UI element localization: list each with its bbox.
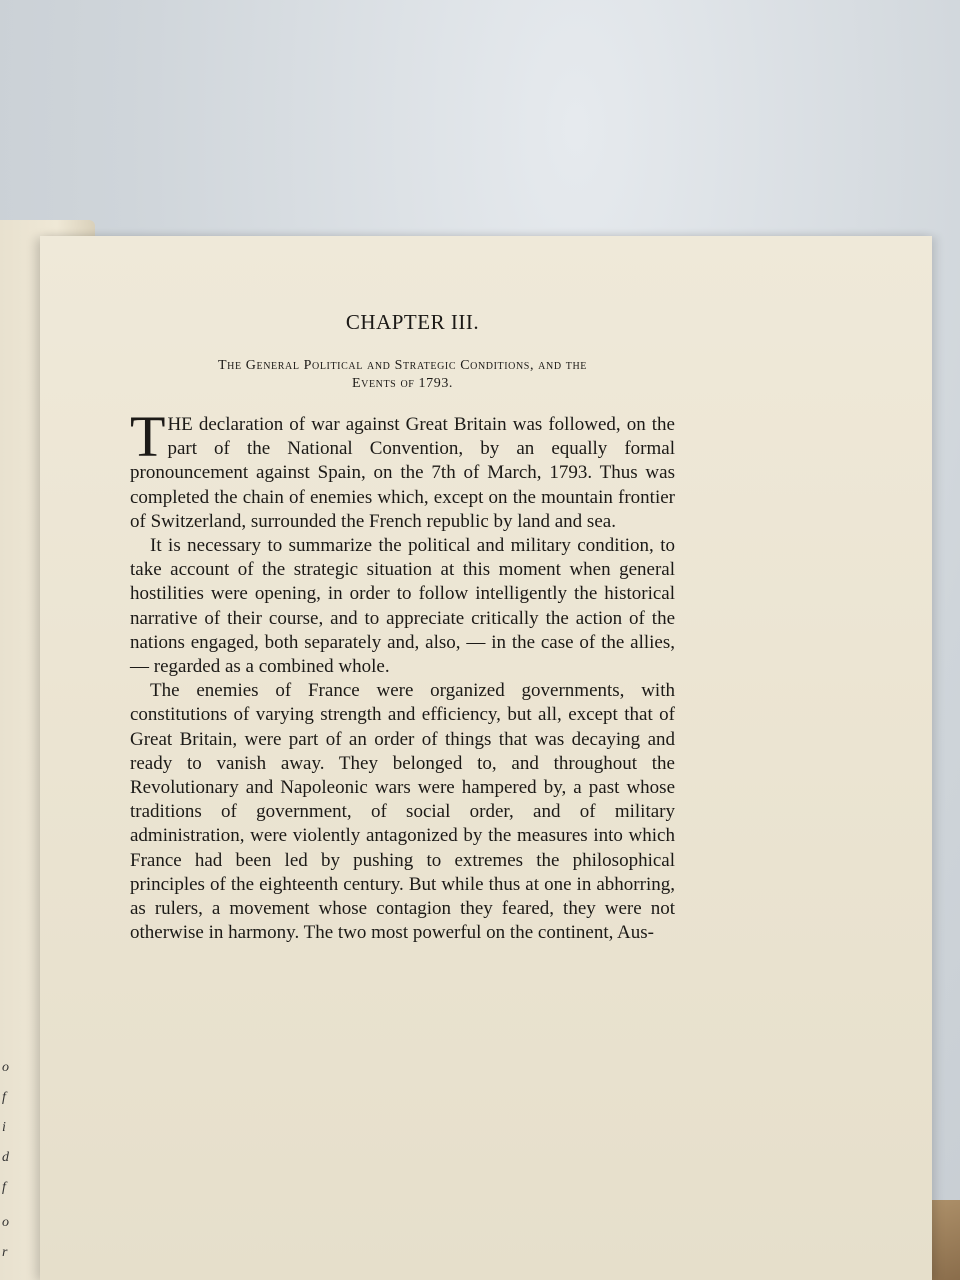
page-text (130, 310, 675, 945)
margin-char: o (2, 1060, 9, 1075)
margin-char: d (2, 1150, 9, 1165)
paragraph-1-text: HE declaration of war against Great Britain was followed, on the part of the National Convention, by an equally formal pronouncement against Spain, on the 7th of March, 1793. Thus was completed the chain of enemies which, except on the mountain frontier of Switzerland, surrounded the French republic by land and sea. (130, 414, 675, 532)
margin-char: o (2, 1215, 9, 1230)
margin-char: i (2, 1120, 6, 1135)
left-page-margin-text (0, 1060, 20, 1280)
margin-char: f (2, 1180, 6, 1195)
paragraph-3: The enemies of France were organized governments, with constitutions of varying strength and efficiency, but all, except that of Great Britain, were part of an order of things that was decaying and ready to vanish away. They belonged to, and throughout the Revolutionary and Napoleonic wars were hampered by, a past whose traditions of government, of social order, and of military administration, were violently antagonized by the measures into which France had been led by pushing to extremes the philosophical principles of the eighteenth century. But while thus at one in abhorring, as rulers, a movement whose contagion they feared, they were not otherwise in harmony. The two most powerful on the continent, Aus- (130, 680, 675, 944)
subtitle-line-2: Events of 1793. (351, 376, 454, 391)
paragraph-2: It is necessary to summarize the political and military condition, to take account of the strategic situation at this moment when general hostilities were opening, in order to follow intelligently the historical narrative of their course, and to appreciate critically the action of the nations engaged, both separately and, also, — in the case of the allies, — regarded as a combined whole. (130, 535, 675, 678)
margin-char: f (2, 1090, 6, 1105)
drop-cap: T (130, 404, 166, 469)
chapter-subtitle (130, 357, 675, 393)
subtitle-line-1: The General Political and Strategic Conditions, and the (218, 358, 587, 373)
margin-char: r (2, 1245, 8, 1260)
chapter-title: CHAPTER III. (345, 310, 480, 334)
paragraph-1 (130, 404, 675, 534)
